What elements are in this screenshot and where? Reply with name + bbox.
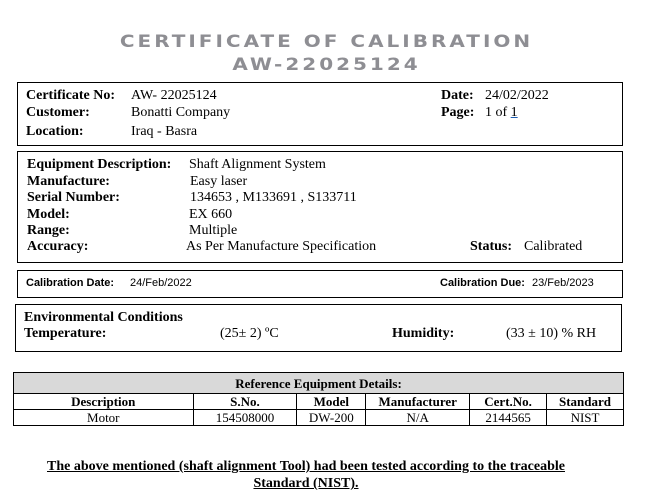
column-header: Model [297, 394, 366, 410]
accuracy-value: As Per Manufacture Specification [186, 239, 377, 254]
cert-no-label: Certificate No: [26, 88, 116, 103]
certificate-title: CERTIFICATE OF CALIBRATION [119, 30, 534, 52]
traceability-statement [0, 458, 612, 492]
date-label: Date: [441, 88, 474, 103]
table-row [14, 410, 624, 426]
table-cell: 2144565 [470, 410, 547, 426]
column-header: Description [14, 394, 194, 410]
table-cell: NIST [547, 410, 624, 426]
table-cell: N/A [366, 410, 470, 426]
location-value: Iraq - Basra [131, 124, 198, 139]
certificate-number-title: AW-22025124 [232, 53, 421, 75]
humidity-value: (33 ± 10) % RH [506, 326, 597, 341]
date-value: 24/02/2022 [485, 88, 549, 103]
manufacture-label: Manufacture: [27, 174, 110, 189]
column-header: Cert.No. [470, 394, 547, 410]
calibration-due-label: Calibration Due: [440, 277, 525, 289]
serial-number-label: Serial Number: [27, 190, 120, 205]
temperature-value: (25± 2) ºC [220, 326, 279, 341]
statement-line-1: The above mentioned (shaft alignment Tool) had been tested according to the traceable [47, 459, 565, 474]
statement-line-2: Standard (NIST). [253, 476, 359, 491]
table-header-row [14, 394, 624, 410]
calibration-due-value: 23/Feb/2023 [532, 277, 594, 289]
equipment-description-label: Equipment Description: [27, 157, 172, 172]
page-value [485, 105, 518, 121]
table-cell: 154508000 [193, 410, 297, 426]
temperature-label: Temperature: [24, 326, 107, 341]
page-label: Page: [441, 105, 475, 120]
status-value: Calibrated [524, 239, 583, 254]
customer-label: Customer: [26, 105, 90, 120]
accuracy-label: Accuracy: [27, 239, 89, 254]
column-header: S.No. [193, 394, 297, 410]
column-header: Manufacturer [366, 394, 470, 410]
manufacture-value: Easy laser [190, 174, 248, 189]
calibration-date-label: Calibration Date: [26, 277, 115, 289]
humidity-label: Humidity: [392, 326, 455, 341]
environment-heading: Environmental Conditions [24, 310, 183, 325]
customer-value: Bonatti Company [131, 105, 231, 120]
range-label: Range: [27, 223, 70, 238]
calibration-date-value: 24/Feb/2022 [130, 277, 192, 289]
reference-equipment-table [13, 372, 624, 426]
range-value: Multiple [189, 223, 238, 238]
page-total: 1 [510, 105, 518, 120]
status-label: Status: [470, 239, 513, 254]
location-label: Location: [26, 124, 84, 139]
reference-table-caption: Reference Equipment Details: [14, 373, 624, 394]
serial-number-value: 134653 , M133691 , S133711 [190, 190, 357, 205]
model-value: EX 660 [189, 207, 233, 222]
column-header: Standard [547, 394, 624, 410]
model-label: Model: [27, 207, 70, 222]
table-cell: DW-200 [297, 410, 366, 426]
cert-no-value: AW- 22025124 [131, 88, 217, 103]
equipment-description-value: Shaft Alignment System [189, 157, 326, 172]
table-cell: Motor [14, 410, 194, 426]
page-value-prefix: 1 of [485, 105, 511, 120]
